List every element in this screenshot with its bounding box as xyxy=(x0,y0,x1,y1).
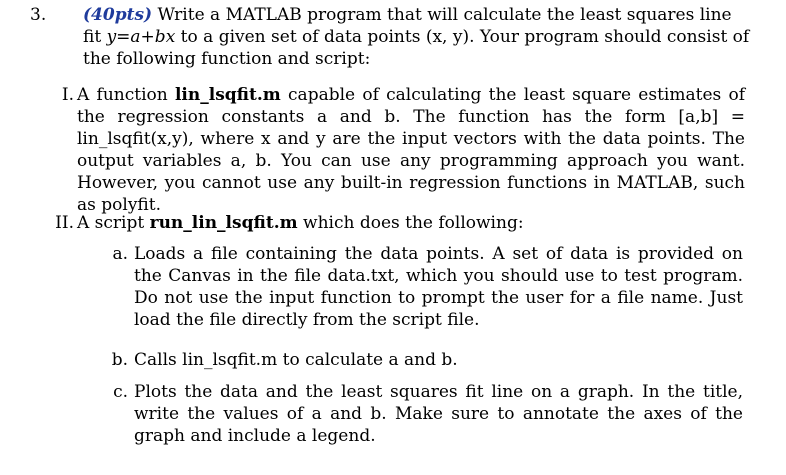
subitem-c-text: Plots the data and the least squares fit line on a graph. In the title, write the values of a and b. Make sure to annotate the axes of the graph and include a legend. xyxy=(134,382,743,446)
item-i-text xyxy=(77,84,745,216)
subitem-label-b: b. xyxy=(111,350,128,370)
item-label-ii: II. xyxy=(55,213,74,233)
item-i-body: capable of calculating the least square estimates of the regression constants a and b. The function has the form [a,b] = lin_lsqfit(x,y), where x and y are the input vectors with the data points. The output variables a, b. You can use any programming approach you want. However, you cannot use any built-in regression functions in MATLAB, such as polyfit. xyxy=(77,85,746,215)
points-label: (40pts) xyxy=(83,5,153,25)
subitem-label-c: c. xyxy=(113,382,128,402)
item-ii-lead: A script xyxy=(77,213,150,233)
equation: y=a+bx xyxy=(106,27,176,47)
question-intro xyxy=(83,4,753,70)
function-name: lin_lsqfit.m xyxy=(174,85,281,105)
item-label-i: I. xyxy=(61,85,74,105)
subitem-b-text: Calls lin_lsqfit.m to calculate a and b. xyxy=(134,350,458,370)
item-ii-text xyxy=(77,212,745,234)
item-i-lead: A function xyxy=(77,85,175,105)
script-name: run_lin_lsqfit.m xyxy=(149,213,298,233)
item-ii-body: which does the following: xyxy=(297,213,524,233)
intro-text-pre: Write a MATLAB program that will calculate the least squares line fit xyxy=(83,5,732,47)
question-number: 3. xyxy=(30,5,47,25)
intro-text-post: to a given set of data points (x, y). Your program should consist of the following function and script: xyxy=(83,27,750,69)
subitem-label-a: a. xyxy=(112,244,128,264)
subitem-a-text: Loads a file containing the data points. A set of data is provided on the Canvas in the file data.txt, which you should use to test program. Do not use the input function to prompt the user for a file name. Just load the file directly from the script file. xyxy=(134,244,743,330)
